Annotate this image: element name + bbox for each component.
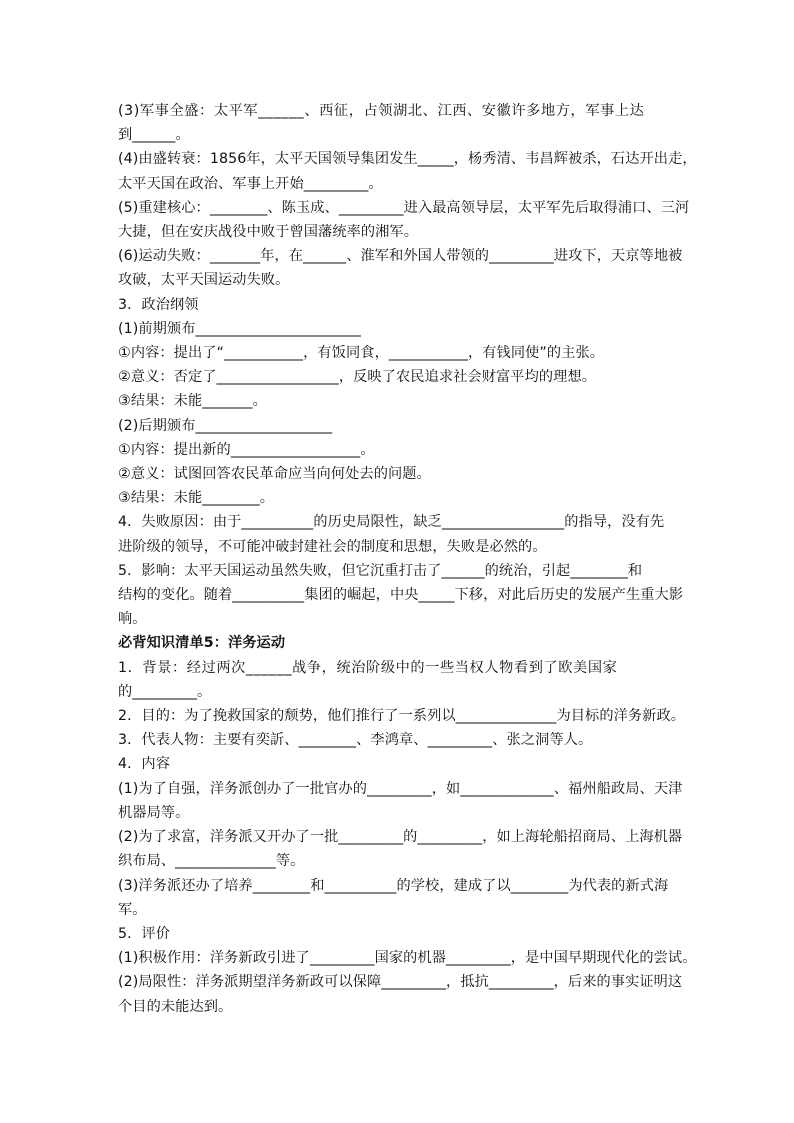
text-line: (6)运动失败：_______年，在______、淮军和外国人带领的_________进攻下，天京等地被 (118, 248, 683, 265)
text-line: (3)洋务派还办了培养________和__________的学校，建成了以________为代表的新式海 (118, 877, 669, 894)
text-line: 1．背景：经过两次______战争，统治阶级中的一些当权人物看到了欧美国家 (118, 659, 618, 676)
text-line: 军。 (118, 901, 147, 918)
text-line: 个目的未能达到。 (118, 998, 233, 1015)
page-content (118, 99, 697, 1019)
text-line: (5)重建核心：________、陈玉成、_________进入最高领导层，太平军先后取得浦口、三河 (118, 199, 690, 216)
text-line: (1)积极作用：洋务新政引进了_________国家的机器_________，是中国早期现代化的尝试。 (118, 950, 697, 967)
text-line: 2．目的：为了挽救国家的颓势，他们推行了一系列以______________为目标的洋务新政。 (118, 708, 686, 725)
text-line: (4)由盛转衰：1856年，太平天国领导集团发生_____，杨秀清、韦昌辉被杀，石达开出走， (118, 151, 697, 168)
text-line: ②意义：否定了_________________，反映了农民追求社会财富平均的理想。 (118, 369, 597, 386)
list-heading: 必背知识清单5：洋务运动 (118, 635, 286, 652)
text-line: 机器局等。 (118, 804, 190, 821)
text-line: 大捷，但在安庆战役中败于曾国藩统率的湘军。 (118, 224, 419, 241)
text-line: (1)为了自强，洋务派创办了一批官办的_________，如_____________、福州船政局、天津 (118, 780, 683, 797)
section-heading: 4．内容 (118, 756, 170, 773)
text-line: (1)前期颁布_______________________ (118, 320, 362, 337)
text-line: 结构的变化。随着__________集团的崛起，中央_____下移，对此后历史的发展产生重大影 (118, 587, 684, 604)
text-line: 攻破，太平天国运动失败。 (118, 272, 290, 289)
text-line: (3)军事全盛：太平军______、西征，占领湖北、江西、安徽许多地方，军事上达 (118, 103, 645, 119)
text-line: 到______。 (118, 127, 190, 144)
section-heading: 5．评价 (118, 925, 170, 942)
section-heading: 3．政治纲领 (118, 296, 199, 313)
text-line: 太平天国在政治、军事上开始_________。 (118, 175, 383, 192)
text-line: 5．影响：太平天国运动虽然失败，但它沉重打击了______的统治，引起________和 (118, 562, 643, 579)
text-line: 的_________。 (118, 683, 212, 700)
text-line: ①内容：提出了“___________，有饭同食，___________，有钱同使”的主张。 (118, 345, 605, 362)
text-line: 响。 (118, 611, 147, 628)
text-line: 4．失败原因：由于__________的历史局限性，缺乏_________________的指导，没有先 (118, 514, 665, 531)
text-line: ③结果：未能_______。 (118, 393, 267, 410)
text-line: 进阶级的领导，不可能冲破封建社会的制度和思想，失败是必然的。 (118, 538, 547, 555)
text-line: (2)局限性：洋务派期望洋务新政可以保障_________，抵抗_________，后来的事实证明这 (118, 974, 683, 991)
text-line: ①内容：提出新的__________________。 (118, 441, 375, 458)
text-line: ③结果：未能________。 (118, 490, 275, 507)
text-line: (2)后期颁布___________________ (118, 417, 333, 434)
text-line: 3．代表人物：主要有奕訢、________、李鸿章、_________、张之洞等人。 (118, 732, 593, 749)
text-line: ②意义：试图回答农民革命应当向何处去的问题。 (118, 466, 431, 483)
text-line: 织布局、______________等。 (118, 853, 305, 870)
text-line: (2)为了求富，洋务派又开办了一批_________的_________，如上海轮船招商局、上海机器 (118, 829, 683, 846)
